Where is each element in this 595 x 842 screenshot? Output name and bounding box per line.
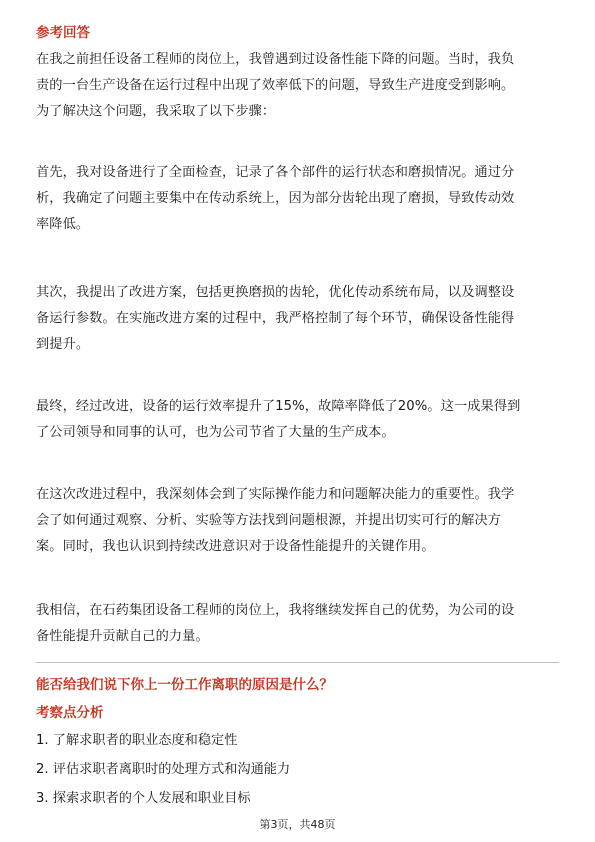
analysis-item-1: 1. 了解求职者的职业态度和稳定性 — [36, 733, 238, 748]
answer-paragraph-1 — [36, 47, 561, 125]
paragraph-line: 在这次改进过程中，我深刻体会到了实际操作能力和问题解决能力的重要性。我学 — [36, 487, 515, 502]
interview-question: 能否给我们说下你上一份工作离职的原因是什么？ — [36, 677, 333, 693]
paragraph-line: 到提升。 — [36, 337, 90, 352]
paragraph-line: 其次，我提出了改进方案，包括更换磨损的齿轮，优化传动系统布局，以及调整设 — [36, 285, 515, 300]
paragraph-line: 为了解决这个问题，我采取了以下步骤： — [36, 104, 276, 119]
paragraph-line: 首先，我对设备进行了全面检查，记录了各个部件的运行状态和磨损情况。通过分 — [36, 165, 515, 180]
paragraph-line: 率降低。 — [36, 217, 90, 232]
answer-paragraph-2 — [36, 160, 561, 238]
section-divider — [36, 662, 559, 663]
paragraph-line: 案。同时，我也认识到持续改进意识对于设备性能提升的关键作用。 — [36, 539, 435, 554]
answer-paragraph-5 — [36, 482, 561, 560]
paragraph-line: 最终，经过改进，设备的运行效率提升了15%，故障率降低了20%。这一成果得到 — [36, 399, 521, 414]
analysis-item-3: 3. 探索求职者的个人发展和职业目标 — [36, 791, 251, 806]
page-footer: 第3页，共48页 — [259, 818, 336, 831]
answer-paragraph-3 — [36, 280, 561, 358]
paragraph-line: 我相信，在石药集团设备工程师的岗位上，我将继续发挥自己的优势，为公司的设 — [36, 603, 515, 618]
answer-heading: 参考回答 — [36, 25, 90, 41]
paragraph-line: 责的一台生产设备在运行过程中出现了效率低下的问题，导致生产进度受到影响。 — [36, 78, 515, 93]
paragraph-line: 备性能提升贡献自己的力量。 — [36, 629, 209, 644]
paragraph-line: 在我之前担任设备工程师的岗位上，我曾遇到过设备性能下降的问题。当时，我负 — [36, 52, 515, 67]
paragraph-line: 了公司领导和同事的认可，也为公司节省了大量的生产成本。 — [36, 425, 395, 440]
paragraph-line: 析，我确定了问题主要集中在传动系统上，因为部分齿轮出现了磨损，导致传动效 — [36, 191, 515, 206]
analysis-item-2: 2. 评估求职者离职时的处理方式和沟通能力 — [36, 762, 291, 777]
answer-paragraph-6 — [36, 598, 561, 650]
answer-paragraph-4 — [36, 394, 561, 446]
analysis-heading: 考察点分析 — [36, 705, 104, 721]
paragraph-line: 会了如何通过观察、分析、实验等方法找到问题根源，并提出切实可行的解决方 — [36, 513, 502, 528]
paragraph-line: 备运行参数。在实施改进方案的过程中，我严格控制了每个环节，确保设备性能得 — [36, 311, 515, 326]
